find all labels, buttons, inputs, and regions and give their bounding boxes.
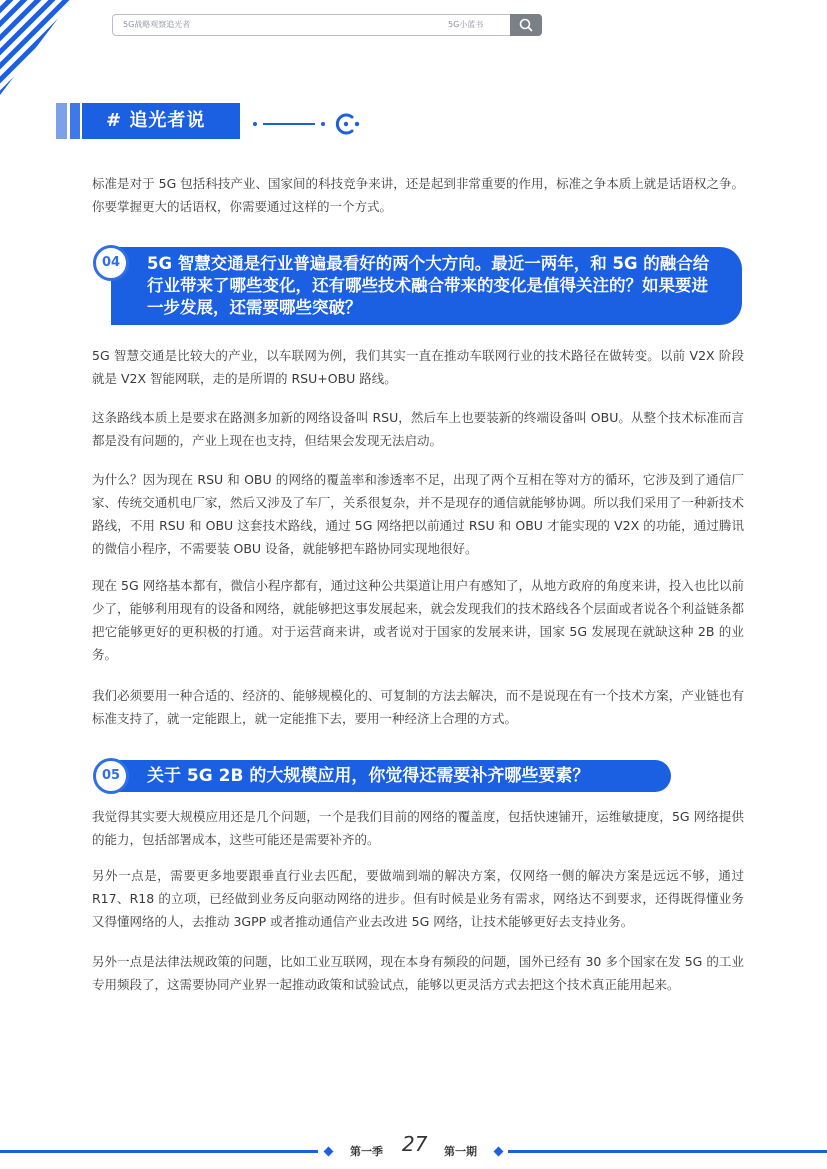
header-search-bar[interactable] xyxy=(112,14,542,36)
footer-diamond xyxy=(324,1147,334,1157)
answer-paragraph: 现在 5G 网络基本都有，微信小程序都有，通过这种公共渠道让用户有感知了，从地方政府的角度来讲，投入也比以前少了，能够利用现有的设备和网络，就能够把这事发展起来，就会发现我们的技术路线各个层面或者说各个利益链条都把它能够更好的更积极的打通。对于运营商来讲，或者说对于国家的发展来讲，国家 5G 发展现在就缺这种 2B 的业务。 xyxy=(92,578,744,662)
page-footer xyxy=(0,1132,827,1165)
search-icon xyxy=(519,18,533,32)
footer-diamond xyxy=(494,1147,504,1157)
answer-paragraph: 这条路线本质上是要求在路测多加新的网络设备叫 RSU，然后车上也要装新的终端设备叫 OBU。从整个技术标准而言都是没有问题的，产业上现在也支持，但结果会发现无法启动。 xyxy=(92,410,744,448)
answer-paragraph: 另外一点是，需要更多地要跟垂直行业去匹配，要做端到端的解决方案，仅网络一侧的解决方案是远远不够，通过 R17、R18 的立项，已经做到业务反向驱动网络的进步。但有时候是业务有需求，网络达不到要求，还得既得懂业务又得懂网络的人，去推动 3GPP 或者推动通信产业去改进 5G 网络，让技术能够更好去支持业务。 xyxy=(92,868,744,929)
footer-left-text: 第一季 xyxy=(350,1145,383,1158)
header-right-text: 5G小蓝书 xyxy=(448,20,484,29)
answer-paragraph: 我觉得其实要大规模应用还是几个问题，一个是我们目前的网络的覆盖度，包括快速铺开，运维敏捷度，5G 网络提供的能力，包括部署成本，这些可能还是需要补齐的。 xyxy=(92,809,744,847)
heading-accent-bar xyxy=(56,103,67,139)
question-number: 05 xyxy=(93,758,129,794)
answer-paragraph: 我们必须要用一种合适的、经济的、能够规模化的、可复制的方法去解决，而不是说现在有一个技术方案，产业链也有标准支持了，就一定能跟上，就一定能推下去，要用一种经济上合理的方式。 xyxy=(92,688,744,726)
intro-paragraph: 标准是对于 5G 包括科技产业、国家间的科技竞争来讲，还是起到非常重要的作用，标准之争本质上就是话语权之争。你要掌握更大的话语权，你需要通过这样的一个方式。 xyxy=(92,176,744,214)
answer-paragraph: 5G 智慧交通是比较大的产业，以车联网为例，我们其实一直在推动车联网行业的技术路径在做转变。以前 V2X 阶段就是 V2X 智能网联，走的是所谓的 RSU+OBU 路线。 xyxy=(92,348,744,386)
question-number: 04 xyxy=(93,245,129,281)
search-button[interactable] xyxy=(510,14,542,36)
page-number: 27 xyxy=(402,1132,428,1156)
section-title: # 追光者说 xyxy=(82,103,240,139)
corner-stripes-decoration xyxy=(0,0,72,95)
footer-rule xyxy=(508,1150,827,1153)
footer-rule xyxy=(0,1150,318,1153)
answer-paragraph: 另外一点是法律法规政策的问题，比如工业互联网，现在本身有频段的问题，国外已经有 30 多个国家在发 5G 的工业专用频段了，这需要协同产业界一起推动政策和试验试点，能够以更灵活方式去把这个技术真正能用起来。 xyxy=(92,954,744,992)
header-left-text: 5G战略观察追光者 xyxy=(123,20,191,29)
question-text: 关于 5G 2B 的大规模应用，你觉得还需要补齐哪些要素？ xyxy=(111,760,671,792)
question-text: 5G 智慧交通是行业普遍最看好的两个大方向。最近一两年，和 5G 的融合给行业带来了哪些变化，还有哪些技术融合带来的变化是值得关注的？如果要进一步发展，还需要哪些突破？ xyxy=(111,247,742,325)
pacman-icon xyxy=(333,111,363,137)
heading-accent-bar xyxy=(70,103,80,139)
dash-decoration xyxy=(253,119,333,129)
section-heading xyxy=(56,103,240,139)
answer-paragraph: 为什么？因为现在 RSU 和 OBU 的网络的覆盖率和渗透率不足，出现了两个互相在等对方的循环，它涉及到了通信厂家、传统交通机电厂家，然后又涉及了车厂，关系很复杂，并不是现存的通信就能够协调。所以我们采用了一种新技术路线，不用 RSU 和 OBU 这套技术路线，通过 5G 网络把以前通过 RSU 和 OBU 才能实现的 V2X 的功能，通过腾讯的微信小程序，不需要装 OBU 设备，就能够把车路协同实现地很好。 xyxy=(92,472,744,556)
footer-right-text: 第一期 xyxy=(444,1145,477,1158)
